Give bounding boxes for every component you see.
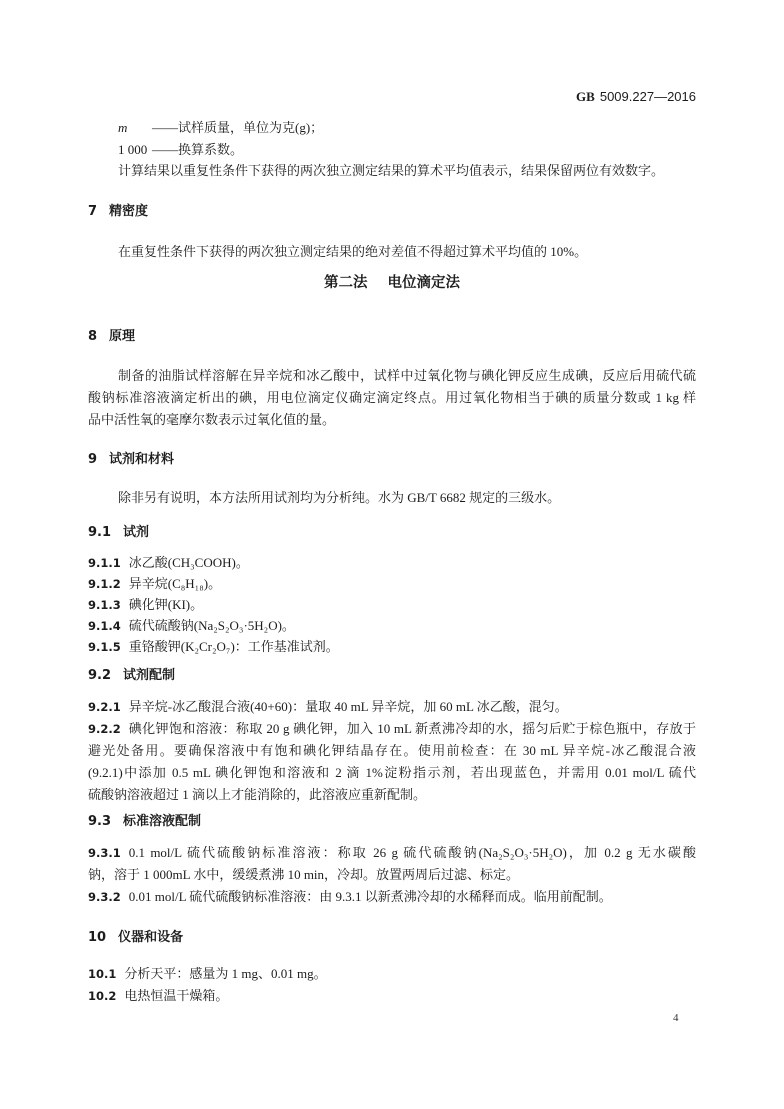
subsection-number: 9.2 [88, 668, 112, 683]
section-number: 10 [88, 930, 107, 945]
section-number: 9 [88, 452, 98, 467]
reagents-intro: 除非另有说明，本方法所用试剂均为分析纯。水为 GB/T 6682 规定的三级水。 [118, 490, 561, 505]
item-number: 9.1.2 [88, 577, 121, 591]
paragraph-line: 酸钠标准溶液滴定析出的碘，用电位滴定仪确定滴定终点。用过氧化物相当于碘的质量分数或 1 kg 样 [88, 390, 696, 405]
list-item [88, 888, 612, 906]
subsection-title: 试剂配制 [123, 668, 176, 683]
paragraph-line: (9.2.1)中添加 0.5 mL 碘化钾饱和溶液和 2 滴 1%淀粉指示剂，若出现蓝色，并需用 0.01 mol/L 硫代 [88, 765, 696, 780]
paragraph-line: 钠，溶于 1 000mL 水中，缓缓煮沸 10 min，冷却。放置两周后过滤、标定。 [88, 867, 520, 882]
subsection-number: 9.1 [88, 525, 112, 540]
paragraph-line: 品中活性氧的毫摩尔数表示过氧化值的量。 [88, 412, 336, 427]
subsection-title: 标准溶液配制 [123, 814, 202, 829]
subsection-heading-9-1 [88, 524, 149, 542]
item-number: 9.1.3 [88, 598, 121, 612]
item-number: 9.3.1 [88, 846, 121, 860]
section-heading-8 [88, 328, 135, 346]
section-title: 原理 [109, 329, 136, 344]
variable-description: ——换算系数。 [152, 142, 244, 157]
item-text: 电热恒温干燥箱。 [124, 988, 229, 1003]
item-number: 9.3.2 [88, 890, 121, 904]
paragraph-line: 避光处备用。要确保溶液中有饱和碘化钾结晶存在。使用前检查：在 30 mL 异辛烷-冰乙酸混合液 [88, 743, 696, 758]
item-number: 10.1 [88, 967, 117, 981]
variable-symbol: 1 000 [118, 142, 148, 157]
section-heading-10 [88, 929, 183, 947]
item-text: 分析天平：感量为 1 mg、0.01 mg。 [124, 966, 327, 981]
list-item [88, 987, 228, 1005]
item-text: 0.01 mol/L 硫代硫酸钠标准溶液：由 9.3.1 以新煮沸冷却的水稀释而成。临用前配制。 [128, 889, 612, 904]
item-number: 9.1.5 [88, 640, 121, 654]
item-text: 碘化钾(KI)。 [128, 597, 204, 612]
subsection-title: 试剂 [123, 525, 150, 540]
section-number: 8 [88, 329, 98, 344]
list-item [88, 638, 339, 656]
section-title: 试剂和材料 [109, 452, 175, 467]
subsection-heading-9-2 [88, 667, 175, 685]
item-number: 10.2 [88, 989, 117, 1003]
standard-prefix: GB [576, 89, 595, 104]
formula-variable-m [118, 119, 323, 137]
item-text: 碘化钾饱和溶液：称取 20 g 碘化钾，加入 10 mL 新煮沸冷却的水，摇匀后贮于棕色瓶中，存放于 [128, 721, 696, 736]
item-text: 重铬酸钾(K₂Cr₂O₇)：工作基准试剂。 [128, 639, 339, 654]
list-item [88, 698, 568, 716]
list-item [88, 575, 221, 593]
paragraph-line [88, 842, 696, 864]
item-number: 9.1.1 [88, 556, 121, 570]
list-item [88, 554, 249, 572]
section-title: 精密度 [109, 204, 149, 219]
item-number: 9.2.2 [88, 722, 121, 736]
list-item [88, 617, 295, 635]
list-item-multiline [88, 718, 696, 806]
list-item [88, 596, 203, 614]
item-text: 异辛烷(C₈H₁₈)。 [128, 576, 222, 591]
formula-variable-factor [118, 141, 243, 159]
standard-code-header [576, 88, 696, 106]
item-number: 9.1.4 [88, 619, 121, 633]
subsection-heading-9-3 [88, 813, 201, 831]
section-heading-7 [88, 203, 148, 221]
item-number: 9.2.1 [88, 700, 121, 714]
section-title: 仪器和设备 [118, 930, 184, 945]
paragraph-line [88, 718, 696, 740]
list-item-multiline [88, 842, 696, 886]
paragraph-line: 制备的油脂试样溶解在异辛烷和冰乙酸中，试样中过氧化物与碘化钾反应生成碘，反应后用硫代硫 [118, 368, 696, 383]
precision-text: 在重复性条件下获得的两次独立测定结果的绝对差值不得超过算术平均值的 10%。 [118, 244, 588, 259]
list-item [88, 965, 327, 983]
item-text: 异辛烷-冰乙酸混合液(40+60)：量取 40 mL 异辛烷，加 60 mL 冰乙酸，混匀。 [128, 699, 568, 714]
subsection-number: 9.3 [88, 814, 112, 829]
item-text: 冰乙酸(CH₃COOH)。 [128, 555, 249, 570]
standard-number: 5009.227—2016 [599, 89, 696, 104]
method-title [0, 274, 784, 292]
variable-symbol: m [118, 120, 128, 135]
variable-description: ——试样质量，单位为克(g)； [152, 120, 324, 135]
method-name: 电位滴定法 [387, 275, 460, 291]
section-number: 7 [88, 204, 98, 219]
item-text: 0.1 mol/L 硫代硫酸钠标准溶液：称取 26 g 硫代硫酸钠(Na₂S₂O₃·5H₂O)，加 0.2 g 无水碳酸 [128, 845, 696, 860]
page-number: 4 [673, 1012, 679, 1024]
principle-paragraph [88, 365, 696, 431]
paragraph-line: 硫酸钠溶液超过 1 滴以上才能消除的，此溶液应重新配制。 [88, 787, 427, 802]
section-heading-9 [88, 451, 174, 469]
result-note: 计算结果以重复性条件下获得的两次独立测定结果的算术平均值表示，结果保留两位有效数字。 [118, 163, 665, 178]
method-label: 第二法 [324, 275, 368, 291]
item-text: 硫代硫酸钠(Na₂S₂O₃·5H₂O)。 [128, 618, 295, 633]
